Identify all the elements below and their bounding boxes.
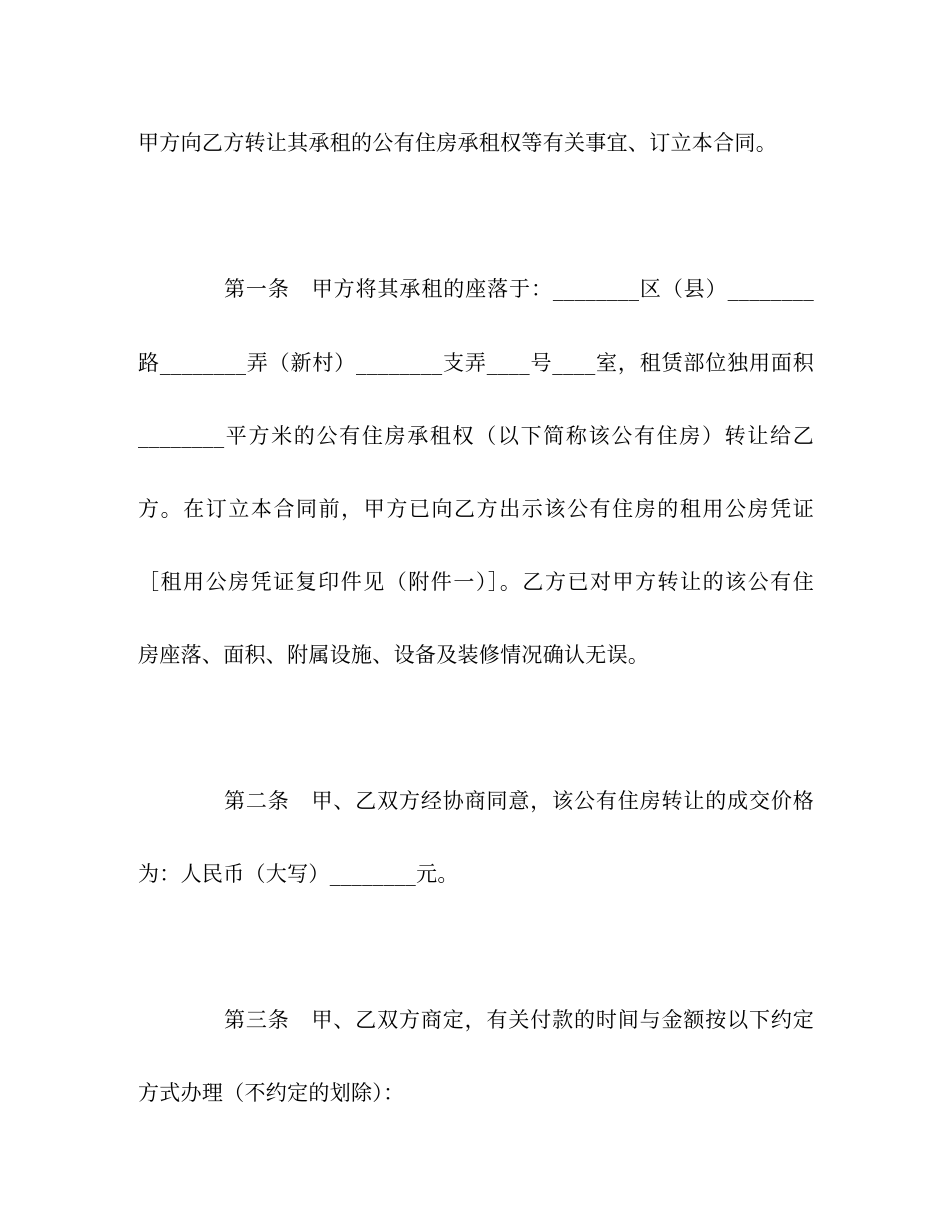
article3-line-2: 方式办理（不约定的划除）： (138, 1081, 405, 1105)
article2-line-1: 第二条 甲、乙双方经协商同意，该公有住房转让的成交价格 (224, 789, 814, 813)
article1-line-2: 路________弄（新村）________支弄____号____室，租赁部位独用面积 (138, 351, 814, 375)
article1-line-3: ________平方米的公有住房承租权（以下简称该公有住房）转让给乙 (138, 424, 814, 448)
article1-line-4: 方。在订立本合同前，甲方已向乙方出示该公有住房的租用公房凭证 (138, 497, 814, 521)
article1-line-1: 第一条 甲方将其承租的座落于：________区（县）________ (224, 277, 814, 301)
article1-line-5: ［租用公房凭证复印件见（附件一）］。乙方已对甲方转让的该公有住 (138, 570, 814, 594)
article1-line-6: 房座落、面积、附属设施、设备及装修情况确认无误。 (138, 643, 650, 667)
intro-line: 甲方向乙方转让其承租的公有住房承租权等有关事宜、订立本合同。 (138, 131, 777, 155)
article2-line-2: 为：人民币（大写）________元。 (138, 862, 459, 886)
article3-line-1: 第三条 甲、乙双方商定，有关付款的时间与金额按以下约定 (224, 1008, 814, 1032)
